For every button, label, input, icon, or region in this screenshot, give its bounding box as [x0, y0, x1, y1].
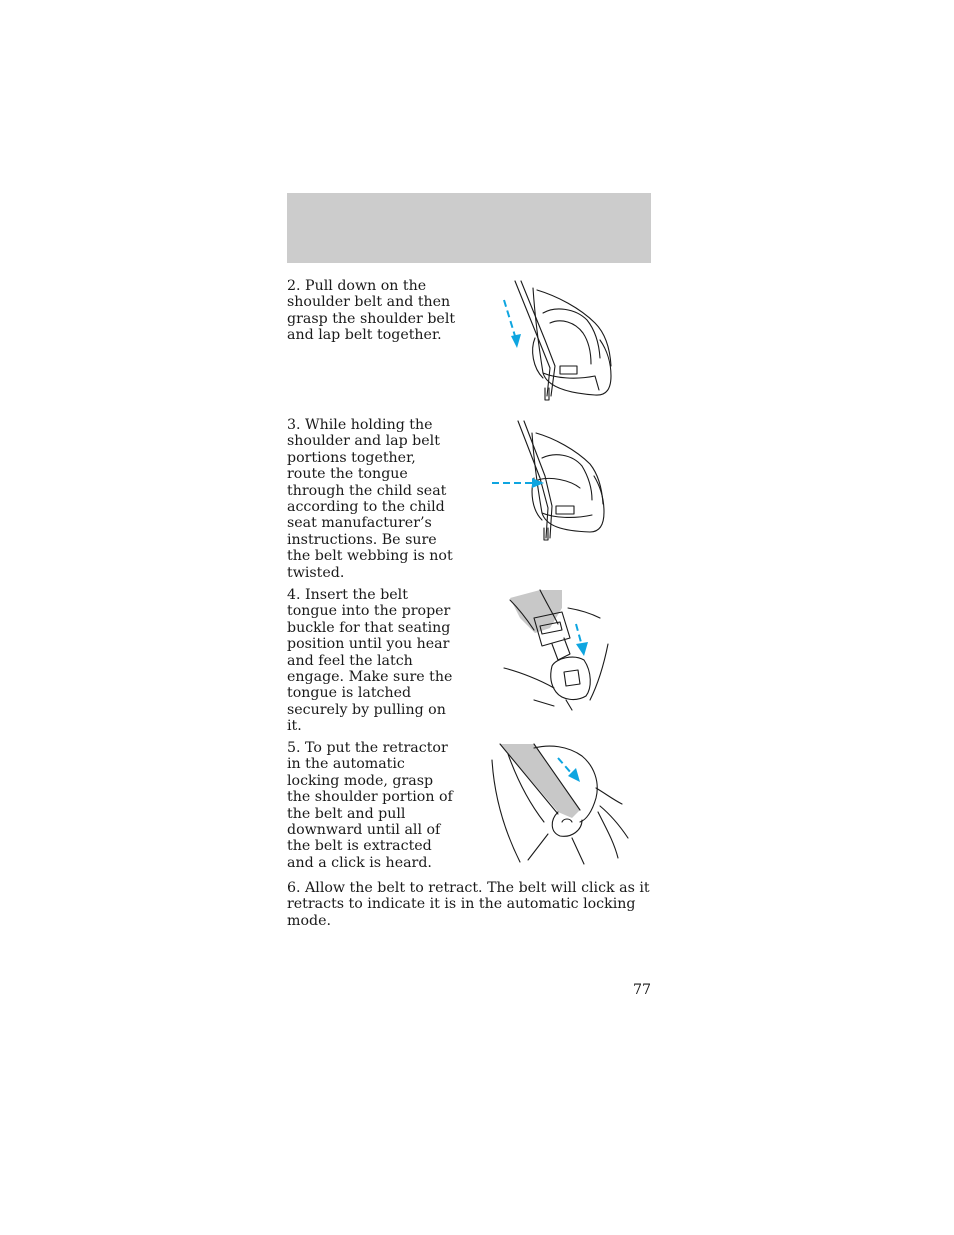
section-header-bar: [287, 193, 651, 263]
retractor-locking-illustration: [488, 742, 633, 867]
page-number: 77: [632, 982, 651, 998]
step-2-text: 2. Pull down on the shoulder belt and then grasp the shoulder belt and lap belt together.: [287, 278, 456, 344]
buckle-latch-illustration: [500, 588, 635, 713]
child-seat-route-tongue-illustration: [490, 418, 615, 543]
step-5-text: 5. To put the retractor in the automatic locking mode, grasp the shoulder portion of the belt and pull downward until all of the belt is extracted and a click is heard.: [287, 740, 453, 871]
child-seat-pull-belt-illustration: [495, 278, 620, 403]
step-3-text: 3. While holding the shoulder and lap belt portions together, route the tongue through the child seat according to the child seat manufacturer’s instructions. Be sure the belt webbing is not twisted.: [287, 417, 453, 581]
step-6-text: 6. Allow the belt to retract. The belt will click as it retracts to indicate it is in the automatic locking mode.: [287, 880, 650, 929]
step-4-text: 4. Insert the belt tongue into the proper buckle for that seating position until you hear and feel the latch engage. Make sure the tongue is latched securely by pulling on it.: [287, 587, 453, 735]
